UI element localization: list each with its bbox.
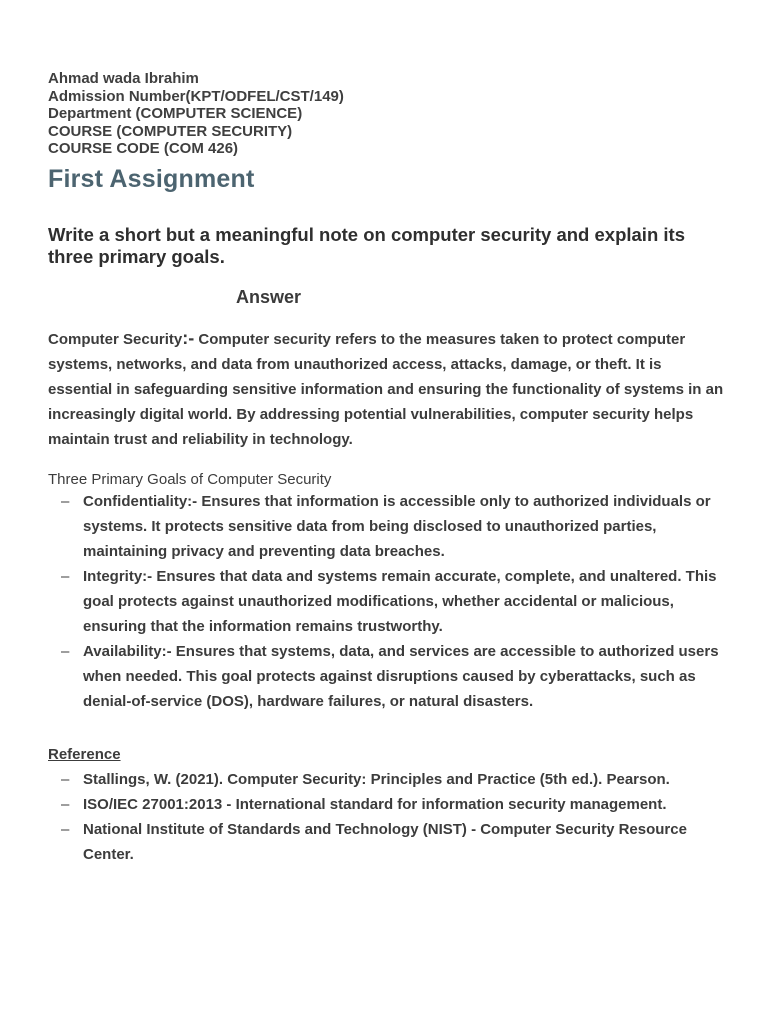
reference-heading: Reference — [48, 745, 121, 763]
answer-heading: Answer — [236, 286, 302, 307]
reference-stallings: Stallings, W. (2021). Computer Security: Principles and Practice (5th ed.). Pearson. — [83, 770, 670, 788]
dash-bullet: – — [61, 795, 70, 813]
list-item — [48, 564, 728, 639]
goal-integrity: Integrity:- Ensures that data and systems remain accurate, complete, and unaltered. This goal protects against unauthorized modifications, whether accidental or malicious, ensuring that the information remains trustworthy. — [83, 567, 717, 635]
list-item — [48, 817, 728, 867]
reference-iso: ISO/IEC 27001:2013 - International standard for information security management. — [83, 795, 667, 813]
document-title: First Assignment — [48, 164, 255, 193]
reference-list — [48, 767, 728, 867]
list-item — [48, 639, 728, 714]
dash-bullet: – — [61, 642, 70, 660]
admission-number: Admission Number(KPT/ODFEL/CST/149) — [48, 87, 344, 105]
assignment-question: Write a short but a meaningful note on computer security and explain its three primary goals. — [48, 223, 685, 267]
document-page — [48, 70, 728, 867]
intro-paragraph — [48, 326, 728, 452]
student-info-block — [48, 70, 728, 158]
goals-heading: Three Primary Goals of Computer Security — [48, 470, 332, 488]
goal-confidentiality: Confidentiality:- Ensures that information is accessible only to authorized individuals or systems. It protects sensitive data from being disclosed to unauthorized parties, maintaining privacy and preventing data breaches. — [83, 492, 711, 560]
course-code: COURSE CODE (COM 426) — [48, 140, 239, 158]
dash-bullet: – — [61, 567, 70, 585]
dash-bullet: – — [61, 770, 70, 788]
intro-body: Computer security refers to the measures taken to protect computer systems, networks, and data from unauthorized access, attacks, damage, or theft. It is essential in safeguarding sensitive information and ensuring the functionality of systems in an increasingly digital world. By addressing potential vulnerabilities, computer security helps maintain trust and reliability in technology. — [48, 330, 724, 448]
list-item — [48, 792, 728, 817]
intro-separator: :- — [182, 327, 195, 348]
dash-bullet: – — [61, 820, 70, 838]
department: Department (COMPUTER SCIENCE) — [48, 105, 303, 123]
intro-lead: Computer Security — [48, 330, 183, 348]
goal-availability: Availability:- Ensures that systems, data, and services are accessible to authorized users when needed. This goal protects against disruptions caused by cyberattacks, such as denial-of-service (DOS), hardware failures, or natural disasters. — [83, 642, 719, 710]
list-item — [48, 489, 728, 564]
student-name: Ahmad wada Ibrahim — [48, 70, 199, 87]
reference-nist: National Institute of Standards and Technology (NIST) - Computer Security Resource Center. — [83, 820, 687, 863]
list-item — [48, 767, 728, 792]
goals-list — [48, 489, 728, 714]
dash-bullet: – — [61, 492, 70, 510]
course-name: COURSE (COMPUTER SECURITY) — [48, 122, 293, 140]
